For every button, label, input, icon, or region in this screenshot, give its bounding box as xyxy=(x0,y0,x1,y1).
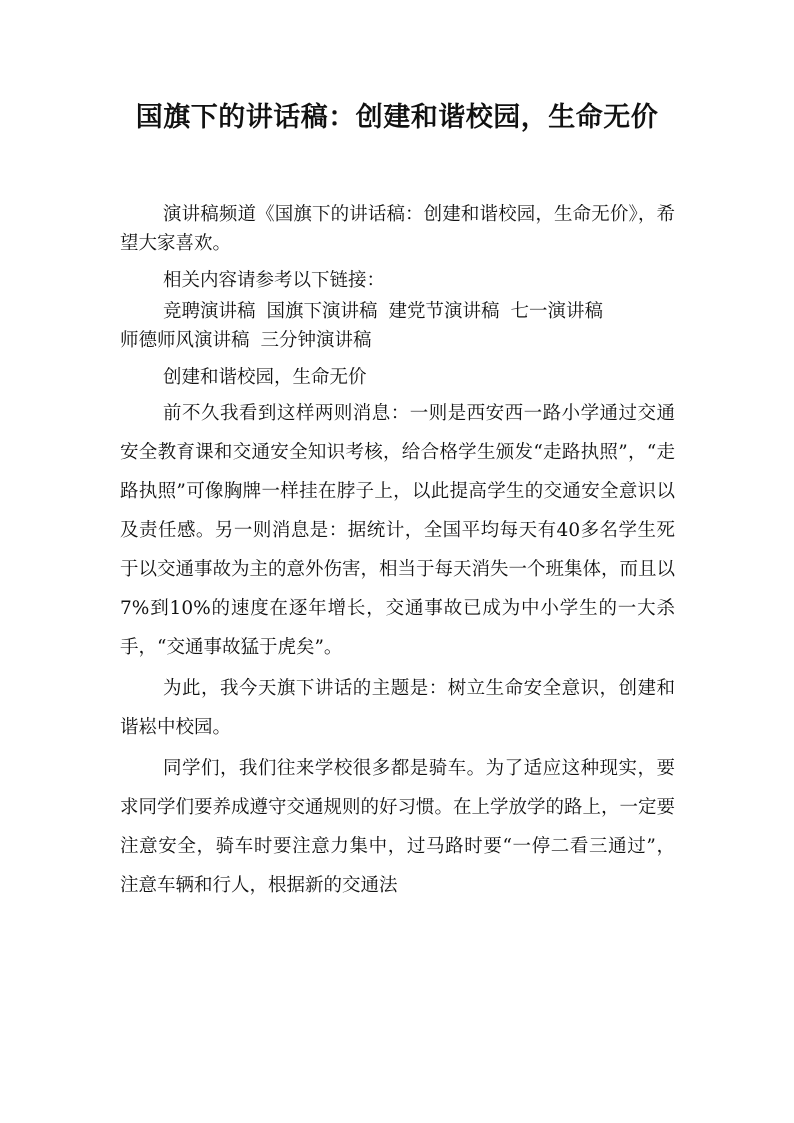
intro-paragraph: 演讲稿频道《国旗下的讲话稿：创建和谐校园，生命无价》，希望大家喜欢。 xyxy=(120,204,675,254)
related-links-row xyxy=(120,326,675,355)
link-three-minute-speech[interactable]: 三分钟演讲稿 xyxy=(260,330,372,351)
link-flag-speech[interactable]: 国旗下演讲稿 xyxy=(266,301,378,322)
document-body xyxy=(120,200,675,907)
section-subtitle: 创建和谐校园，生命无价 xyxy=(163,367,367,388)
link-july-first-speech[interactable]: 七一演讲稿 xyxy=(510,301,604,322)
related-links xyxy=(120,297,675,355)
link-competition-speech[interactable]: 竞聘演讲稿 xyxy=(163,301,256,322)
body-paragraph-1: 前不久我看到这样两则消息：一则是西安西一路小学通过交通安全教育课和交通安全知识考核，给合格学生颁发“走路执照”，“走路执照”可像胸牌一样挂在脖子上，以此提高学生的交通安全意识以及责任感。另一则消息是：据统计，全国平均每天有40多名学生死于以交通事故为主的意外伤害，相当于每天消失一个班集体，而且以7%到10%的速度在逐年增长，交通事故已成为中小学生的一大杀手，“交通事故猛于虎矣”。 xyxy=(120,403,676,658)
related-links-label: 相关内容请参考以下链接： xyxy=(163,270,386,291)
body-paragraph-2: 为此，我今天旗下讲话的主题是：树立生命安全意识，创建和谐崧中校园。 xyxy=(120,678,675,738)
document-title: 国旗下的讲话稿：创建和谐校园，生命无价 xyxy=(135,102,659,133)
body-paragraph-3: 同学们，我们往来学校很多都是骑车。为了适应这种现实，要求同学们要养成遵守交通规则的好习惯。在上学放学的路上，一定要注意安全，骑车时要注意力集中，过马路时要“一停二看三通过”，注意车辆和行人，根据新的交通法 xyxy=(120,758,676,896)
link-party-day-speech[interactable]: 建党节演讲稿 xyxy=(388,301,500,322)
link-teacher-ethics-speech[interactable]: 师德师风演讲稿 xyxy=(120,330,250,351)
related-links-row xyxy=(120,297,675,326)
